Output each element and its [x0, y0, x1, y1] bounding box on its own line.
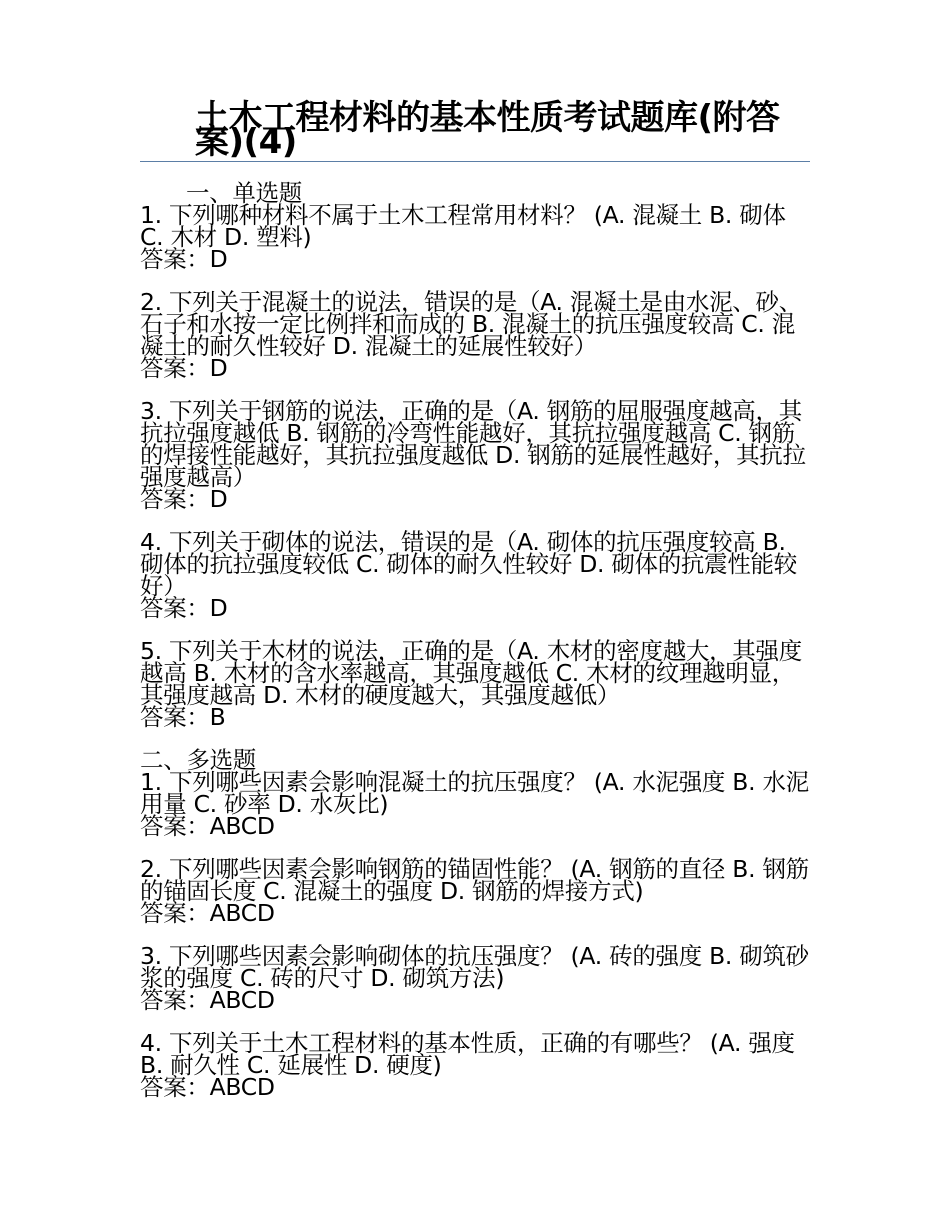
answer-text: 答案：ABCD — [140, 812, 275, 840]
question-item — [140, 201, 812, 273]
question-item — [140, 397, 812, 513]
answer-text: 答案：D — [140, 485, 228, 513]
question-item — [140, 637, 812, 731]
question-item — [140, 1029, 812, 1101]
section-single-choice — [140, 179, 812, 731]
answer-text: 答案：ABCD — [140, 1073, 275, 1101]
document-title: 土木工程材料的基本性质考试题库(附答案)(4) — [195, 98, 780, 162]
answer-text: 答案：ABCD — [140, 899, 275, 927]
document-body — [140, 179, 812, 1119]
question-item — [140, 855, 812, 927]
question-item — [140, 528, 812, 622]
section-heading: 一、单选题 — [186, 179, 302, 207]
question-text: 1. 下列哪些因素会影响混凝土的抗压强度？ (A. 水泥强度 B. 水泥用量 C. 砂率 D. 水灰比) — [140, 768, 809, 818]
question-text: 2. 下列关于混凝土的说法，错误的是（A. 混凝土是由水泥、砂、石子和水按一定比例拌和而成的 B. 混凝土的抗压强度较高 C. 混凝土的耐久性较好 D. 混凝土的延展性较好） — [140, 288, 802, 360]
answer-text: 答案：D — [140, 354, 228, 382]
answer-text: 答案：ABCD — [140, 986, 275, 1014]
question-item — [140, 768, 812, 840]
answer-text: 答案：D — [140, 594, 228, 622]
question-text: 1. 下列哪种材料不属于土木工程常用材料？ (A. 混凝土 B. 砌体 C. 木材 D. 塑料) — [140, 201, 786, 251]
question-text: 2. 下列哪些因素会影响钢筋的锚固性能？ (A. 钢筋的直径 B. 钢筋的锚固长度 C. 混凝土的强度 D. 钢筋的焊接方式) — [140, 855, 809, 905]
answer-text: 答案：D — [140, 245, 228, 273]
question-text: 3. 下列哪些因素会影响砌体的抗压强度？ (A. 砖的强度 B. 砌筑砂浆的强度 C. 砖的尺寸 D. 砌筑方法) — [140, 942, 809, 992]
question-text: 4. 下列关于土木工程材料的基本性质，正确的有哪些？ (A. 强度 B. 耐久性 C. 延展性 D. 硬度) — [140, 1029, 795, 1079]
section-heading: 二、多选题 — [140, 746, 256, 774]
title-divider — [140, 161, 810, 162]
answer-text: 答案：B — [140, 703, 226, 731]
question-item — [140, 288, 812, 382]
section-multiple-choice — [140, 746, 812, 1101]
question-text: 3. 下列关于钢筋的说法，正确的是（A. 钢筋的屈服强度越高，其抗拉强度越低 B. 钢筋的冷弯性能越好，其抗拉强度越高 C. 钢筋的焊接性能越好，其抗拉强度越低 D. 钢筋的延展性越好，其抗拉强度越高） — [140, 397, 806, 491]
question-text: 4. 下列关于砌体的说法，错误的是（A. 砌体的抗压强度较高 B. 砌体的抗拉强度较低 C. 砌体的耐久性较好 D. 砌体的抗震性能较好） — [140, 528, 797, 600]
question-text: 5. 下列关于木材的说法，正确的是（A. 木材的密度越大，其强度越高 B. 木材的含水率越高，其强度越低 C. 木材的纹理越明显，其强度越高 D. 木材的硬度越大，其强度越低） — [140, 637, 802, 709]
question-item — [140, 942, 812, 1014]
